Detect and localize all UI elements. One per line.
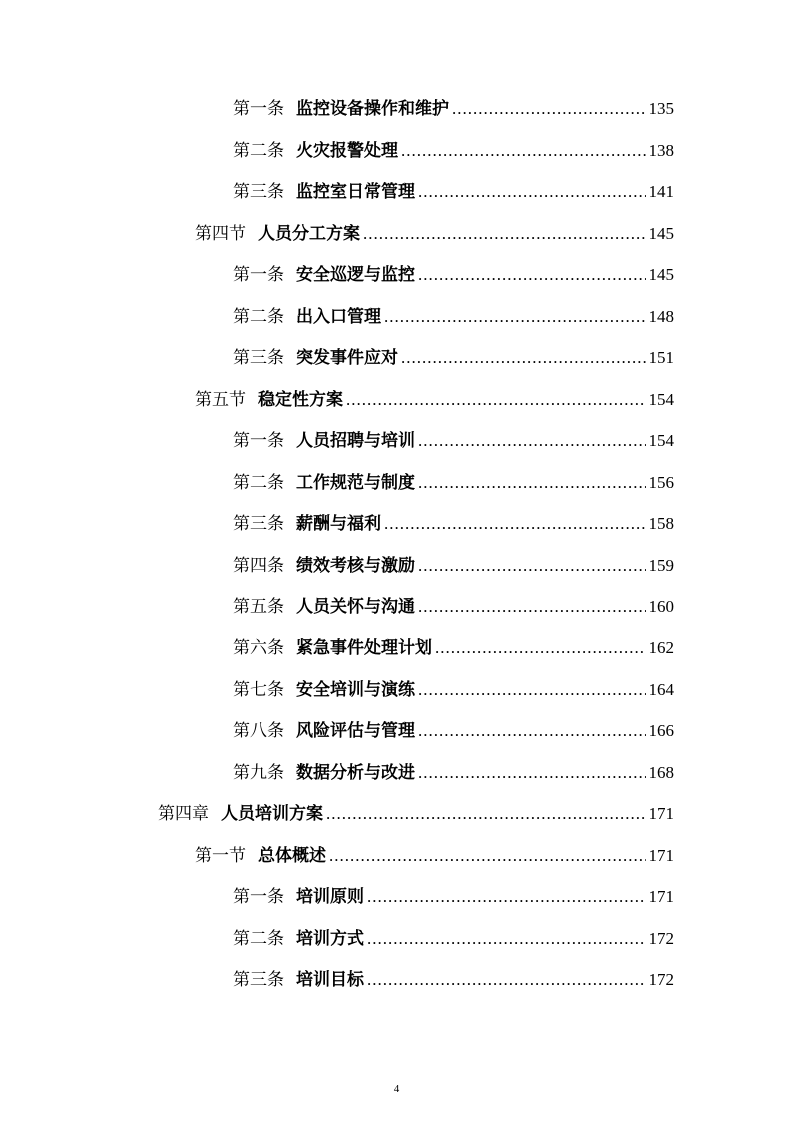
toc-entry-page: 148 [648,307,674,326]
toc-entry-page: 172 [648,929,674,948]
toc-entry-title: 培训原则 [296,887,364,907]
toc-dot-leader [367,885,646,909]
toc-entry[interactable] [233,346,674,370]
toc-dot-leader [401,139,646,163]
toc-entry-title: 安全巡逻与监控 [296,265,415,285]
toc-entry-number: 第四节 [195,224,246,244]
toc-entry-title: 监控室日常管理 [296,182,415,202]
toc-dot-leader [418,429,646,453]
toc-entry-number: 第二条 [233,473,284,493]
toc-entry[interactable] [233,678,674,702]
toc-dot-leader [418,180,646,204]
toc-entry-title: 培训方式 [296,929,364,949]
toc-dot-leader [363,222,646,246]
toc-entry-page: 171 [648,887,674,906]
toc-entry[interactable] [233,97,674,121]
toc-entry-title: 火灾报警处理 [296,141,398,161]
toc-entry-number: 第一节 [195,846,246,866]
toc-entry[interactable] [233,305,674,329]
toc-entry-number: 第六条 [233,638,284,658]
toc-entry-page: 138 [648,141,674,160]
toc-entry-page: 151 [648,348,674,367]
toc-entry-page: 162 [648,638,674,657]
toc-entry[interactable] [195,222,674,246]
toc-entry[interactable] [233,512,674,536]
toc-entry-title: 风险评估与管理 [296,721,415,741]
toc-entry-page: 156 [648,473,674,492]
toc-entry-page: 158 [648,514,674,533]
toc-entry[interactable] [233,927,674,951]
toc-dot-leader [418,595,646,619]
toc-entry[interactable] [233,761,674,785]
toc-entry-page: 145 [648,224,674,243]
toc-entry[interactable] [233,471,674,495]
toc-entry-title: 绩效考核与激励 [296,556,415,576]
toc-entry-page: 171 [648,846,674,865]
toc-dot-leader [418,554,646,578]
toc-entry-page: 168 [648,763,674,782]
toc-entry-title: 出入口管理 [296,307,381,327]
toc-entry-page: 141 [648,182,674,201]
toc-entry-page: 172 [648,970,674,989]
toc-entry-title: 安全培训与演练 [296,680,415,700]
toc-entry-number: 第五条 [233,597,284,617]
toc-entry-number: 第一条 [233,887,284,907]
toc-entry-number: 第四章 [158,804,209,824]
toc-dot-leader [326,802,646,826]
toc-entry-title: 突发事件应对 [296,348,398,368]
toc-entry-title: 工作规范与制度 [296,473,415,493]
toc-entry-number: 第八条 [233,721,284,741]
toc-entry-number: 第二条 [233,141,284,161]
toc-entry[interactable] [233,554,674,578]
toc-entry-title: 紧急事件处理计划 [296,638,432,658]
toc-dot-leader [346,388,646,412]
toc-entry[interactable] [195,388,674,412]
toc-dot-leader [452,97,646,121]
toc-entry-number: 第一条 [233,265,284,285]
toc-entry-number: 第二条 [233,929,284,949]
toc-entry-page: 160 [648,597,674,616]
toc-entry-number: 第三条 [233,182,284,202]
toc-entry[interactable] [233,180,674,204]
toc-entry[interactable] [158,802,674,826]
toc-entry-number: 第三条 [233,514,284,534]
toc-dot-leader [401,346,646,370]
toc-entry[interactable] [195,844,674,868]
toc-entry-title: 监控设备操作和维护 [296,99,449,119]
toc-entry-title: 培训目标 [296,970,364,990]
toc-entry-number: 第七条 [233,680,284,700]
toc-entry-number: 第二条 [233,307,284,327]
toc-entry-page: 145 [648,265,674,284]
toc-entry-page: 154 [648,431,674,450]
toc-entry[interactable] [233,263,674,287]
toc-dot-leader [418,719,646,743]
toc-entry-title: 总体概述 [258,846,326,866]
toc-entry-page: 164 [648,680,674,699]
toc-entry[interactable] [233,595,674,619]
toc-dot-leader [418,761,646,785]
toc-entry-page: 154 [648,390,674,409]
toc-entry-title: 人员招聘与培训 [296,431,415,451]
toc-entry[interactable] [233,885,674,909]
toc-dot-leader [367,927,646,951]
toc-dot-leader [329,844,646,868]
toc-entry[interactable] [233,636,674,660]
toc-entry[interactable] [233,968,674,992]
toc-entry[interactable] [233,719,674,743]
toc-entry-number: 第三条 [233,970,284,990]
toc-dot-leader [418,471,646,495]
toc-dot-leader [367,968,646,992]
toc-dot-leader [435,636,646,660]
toc-dot-leader [418,678,646,702]
toc-entry[interactable] [233,139,674,163]
toc-dot-leader [384,512,646,536]
toc-entry-number: 第四条 [233,556,284,576]
toc-entry-title: 数据分析与改进 [296,763,415,783]
toc-entry-title: 人员关怀与沟通 [296,597,415,617]
toc-entry-number: 第五节 [195,390,246,410]
toc-entry-number: 第一条 [233,99,284,119]
toc-dot-leader [384,305,646,329]
toc-entry-page: 159 [648,556,674,575]
toc-entry-title: 薪酬与福利 [296,514,381,534]
toc-entry-title: 人员培训方案 [221,804,323,824]
toc-entry-title: 稳定性方案 [258,390,343,410]
toc-entry-page: 166 [648,721,674,740]
toc-entry-number: 第三条 [233,348,284,368]
toc-entry-page: 171 [648,804,674,823]
toc-entry[interactable] [233,429,674,453]
toc-entry-number: 第一条 [233,431,284,451]
toc-entry-page: 135 [648,99,674,118]
toc-entry-title: 人员分工方案 [258,224,360,244]
page-number: 4 [393,1083,400,1095]
toc-dot-leader [418,263,646,287]
toc-entry-number: 第九条 [233,763,284,783]
